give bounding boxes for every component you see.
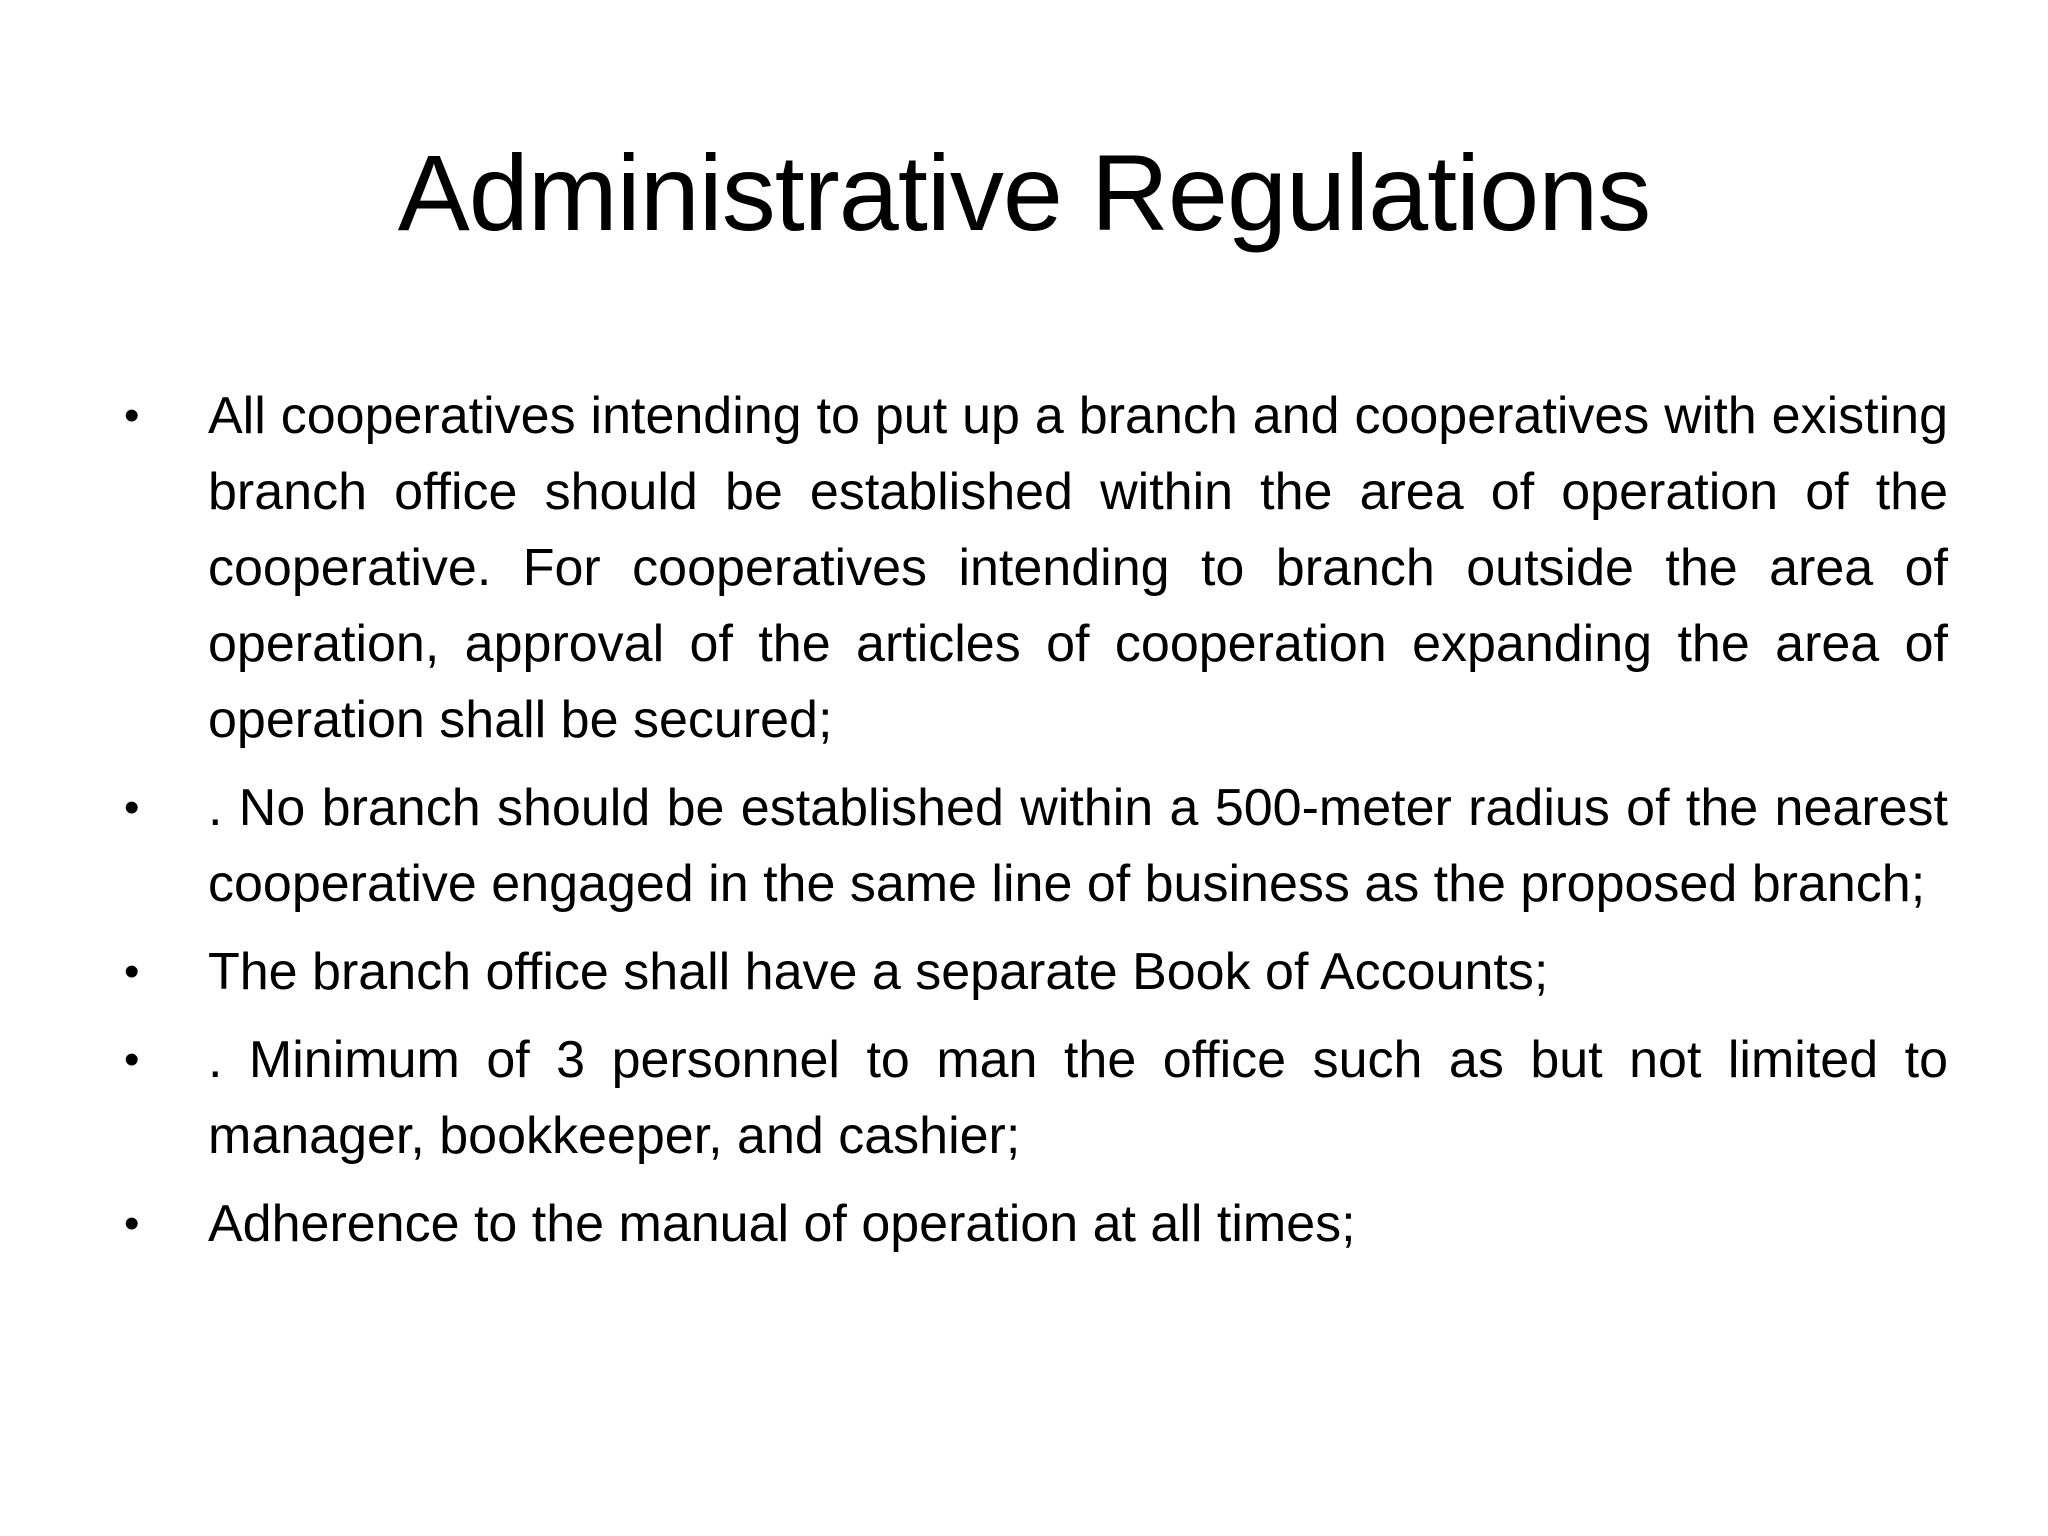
bullet-item: [118, 378, 1948, 758]
bullet-item: [118, 1186, 1948, 1262]
bullet-icon: •: [124, 391, 140, 440]
bullet-text: The branch office shall have a separate Book of Accounts;: [208, 943, 1549, 1001]
bullet-item: [118, 770, 1948, 922]
bullet-item: [118, 1022, 1948, 1174]
bullet-text: Adherence to the manual of operation at all times;: [208, 1195, 1356, 1253]
bullet-text: . Minimum of 3 personnel to man the office such as but not limited to manager, bookkeeper, and cashier;: [208, 1031, 1948, 1165]
bullet-icon: •: [124, 1199, 140, 1248]
slide-title: Administrative Regulations: [397, 132, 1651, 253]
bullet-text: . No branch should be established within a 500-meter radius of the nearest cooperative engaged in the same line of business as the proposed branch;: [208, 779, 1948, 913]
bullet-icon: •: [124, 1035, 140, 1084]
bullet-list: [118, 378, 1948, 1274]
bullet-item: [118, 934, 1948, 1010]
bullet-icon: •: [124, 783, 140, 832]
bullet-text: All cooperatives intending to put up a branch and cooperatives with existing branch office should be established within the area of operation of the cooperative. For cooperatives intending to branch outside the area of operation, approval of the articles of cooperation expanding the area of operation shall be secured;: [208, 387, 1948, 749]
bullet-icon: •: [124, 947, 140, 996]
